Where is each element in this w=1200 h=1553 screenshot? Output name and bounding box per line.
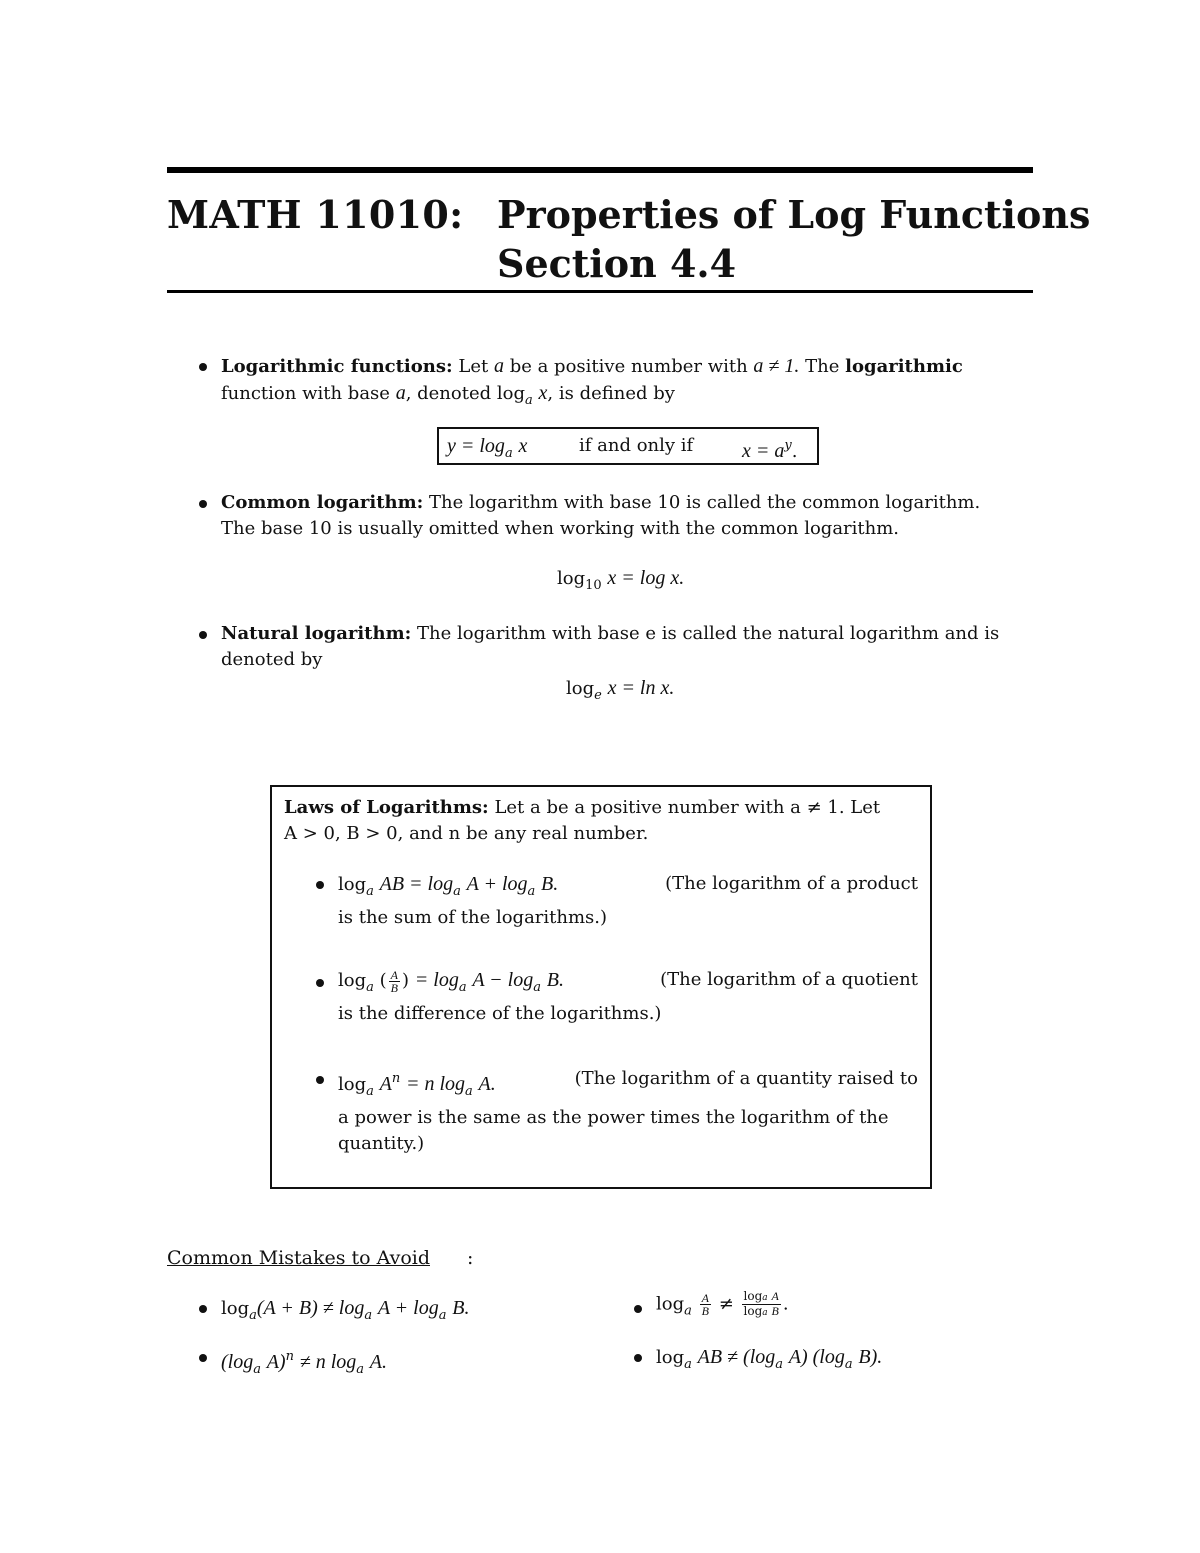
header-bottom-rule: [167, 290, 1033, 293]
math-var: a: [493, 355, 504, 377]
denominator: [742, 1305, 781, 1319]
text: .: [791, 441, 798, 462]
math: A): [266, 1351, 286, 1373]
math-subscript: a: [775, 1357, 784, 1372]
math-log: log: [338, 1074, 367, 1095]
math: ≠ n log: [299, 1351, 357, 1373]
math: A + log: [377, 1297, 439, 1319]
math-condition: a ≠ 1.: [753, 355, 800, 377]
math: A) (log: [788, 1346, 845, 1368]
text: denoted by: [221, 649, 323, 670]
law-power: [338, 1066, 918, 1157]
math: B.: [452, 1297, 470, 1319]
bullet: [199, 500, 207, 508]
heading-colon: :: [467, 1247, 474, 1269]
math-superscript: y: [784, 438, 792, 453]
natural-log-formula: [566, 675, 674, 709]
math-log: log: [496, 383, 526, 404]
bullet: [634, 1354, 642, 1362]
section-title: Section 4.4: [497, 241, 737, 286]
law-description: (The logarithm of a quotient: [660, 969, 918, 990]
numerator: A: [390, 967, 398, 982]
math: B.: [546, 969, 564, 991]
math: x = ln x.: [607, 677, 675, 699]
math-subscript: a: [438, 1308, 447, 1323]
common-log-definition: [221, 490, 1033, 542]
math-log: log: [338, 874, 367, 895]
math-subscript: 10: [585, 578, 602, 593]
math: B).: [858, 1346, 883, 1368]
math-log: log: [743, 1289, 763, 1303]
math-log: log: [557, 568, 586, 589]
math-subscript: a: [453, 884, 461, 899]
denominator: B: [390, 980, 398, 995]
math: = log: [414, 969, 459, 991]
bullet: [199, 1354, 207, 1362]
math: x = log x.: [607, 567, 685, 589]
laws-intro: [284, 795, 918, 847]
math-subscript: a: [684, 1303, 692, 1319]
math-subscript: a: [762, 1293, 768, 1303]
math: A: [379, 1073, 392, 1095]
laws-box: [270, 785, 932, 1189]
log-functions-definition: [221, 353, 1033, 414]
bullet: [634, 1305, 642, 1313]
box-right-formula: [742, 429, 797, 469]
top-rule: [167, 167, 1033, 173]
math: (A + B) ≠ log: [256, 1297, 365, 1319]
math-subscript: a: [465, 1084, 473, 1099]
law-description: is the sum of the logarithms.): [338, 907, 608, 928]
bullet: [199, 631, 207, 639]
text: The: [805, 356, 840, 377]
math-superscript: n: [285, 1349, 294, 1364]
law-description: quantity.): [338, 1133, 425, 1154]
math-log: log: [656, 1293, 685, 1315]
denominator: B: [701, 1304, 709, 1318]
math-subscript: a: [684, 1357, 692, 1372]
text: A > 0, B > 0, and n be any real number.: [284, 823, 649, 844]
numerator: [742, 1290, 781, 1305]
text: Let a be a positive number with a ≠ 1. Let: [494, 797, 881, 818]
math-subscript: e: [594, 688, 602, 703]
math-var: A: [771, 1289, 779, 1303]
math-subscript: a: [366, 1084, 374, 1099]
law-description: (The logarithm of a product: [665, 873, 918, 894]
mistake-4: [656, 1344, 882, 1378]
math: B.: [541, 873, 559, 895]
math: y = log: [447, 435, 505, 457]
math: AB ≠ (log: [697, 1346, 776, 1368]
math-subscript: a: [364, 1308, 373, 1323]
math-neq: ≠: [718, 1293, 734, 1315]
law-description: a power is the same as the power times the logarithm of the: [338, 1107, 889, 1128]
definition-box: [437, 427, 819, 465]
bullet: [316, 881, 324, 889]
bullet: [316, 979, 324, 987]
text: The base 10 is usually omitted when working with the common logarithm.: [221, 518, 900, 539]
math-subscript: a: [504, 446, 513, 461]
math-subscript: a: [249, 1308, 257, 1323]
fraction: [700, 1292, 711, 1317]
math-log: log: [221, 1298, 250, 1319]
math-subscript: a: [356, 1362, 365, 1377]
laws-label: Laws of Logarithms:: [284, 797, 489, 818]
fraction: [389, 969, 400, 994]
box-mid-text: if and only if: [579, 435, 694, 456]
course-code: MATH 11010:: [167, 192, 464, 237]
definition-label: Logarithmic functions:: [221, 356, 453, 377]
math: A.: [478, 1073, 496, 1095]
definition-label: Natural logarithm:: [221, 623, 412, 644]
common-log-formula: [557, 565, 684, 599]
math: (log: [221, 1351, 254, 1373]
text: with base: [302, 383, 390, 404]
law-description: (The logarithm of a quantity raised to: [574, 1068, 918, 1089]
text: , is defined by: [547, 383, 675, 404]
text: be a positive number with: [509, 356, 748, 377]
mistake-3: $\log_a$ $\frac{A}{B}$ ≠ $\frac{\text{loga A}}{\text{loga B}}$ .: [656, 1289, 789, 1319]
math-superscript: n: [391, 1071, 401, 1086]
mistake-1: [221, 1295, 469, 1329]
math-subscript: a: [458, 980, 467, 995]
bullet: [199, 1305, 207, 1313]
page-title: Properties of Log Functions: [497, 192, 1091, 237]
math-var: B: [771, 1304, 779, 1318]
math-subscript: a: [253, 1362, 261, 1377]
math-subscript: a: [525, 393, 533, 408]
bullet: [199, 363, 207, 371]
math-var: x: [518, 435, 528, 457]
definition-label: Common logarithm:: [221, 492, 424, 513]
box-left-formula: [447, 429, 527, 471]
text: function: [221, 383, 297, 404]
math-var: x: [538, 382, 548, 404]
math: A.: [369, 1351, 387, 1373]
math: AB = log: [379, 873, 454, 895]
math-subscript: a: [366, 884, 374, 899]
text: The logarithm with base 10 is called the common logarithm.: [429, 492, 981, 513]
math-log: log: [566, 678, 595, 699]
math-subscript: a: [762, 1308, 768, 1318]
math-subscript: a: [366, 980, 374, 995]
text: The logarithm with base e is called the natural logarithm and is: [417, 623, 1000, 644]
fraction: [742, 1290, 781, 1319]
text: Let: [458, 356, 489, 377]
law-product: [338, 871, 918, 931]
bold-term: logarithmic: [845, 356, 963, 377]
math-log: log: [743, 1304, 763, 1318]
math: x = a: [742, 440, 785, 462]
math-subscript: a: [527, 884, 536, 899]
numerator: A: [701, 1291, 709, 1305]
bullet: [316, 1076, 324, 1084]
law-description: is the difference of the logarithms.): [338, 1003, 662, 1024]
mistake-2: [221, 1344, 387, 1383]
math-log: log: [656, 1347, 685, 1368]
text: , denoted: [405, 383, 492, 404]
heading-text: Common Mistakes to Avoid: [167, 1247, 430, 1269]
natural-log-definition: [221, 621, 1033, 673]
math: = n log: [405, 1073, 466, 1095]
math: A + log: [466, 873, 528, 895]
math-log: log: [338, 970, 367, 991]
math-subscript: a: [844, 1357, 853, 1372]
law-quotient: $\log_a$ ( $\frac{A}{B}$ ) = $\log_a A - \log_a B$. (The logarithm of a quotient is the difference of the logarithms.): [338, 967, 918, 1027]
math: A − log: [472, 969, 534, 991]
mistakes-heading: [167, 1247, 430, 1269]
math-subscript: a: [533, 980, 542, 995]
math-var: a: [395, 382, 406, 404]
